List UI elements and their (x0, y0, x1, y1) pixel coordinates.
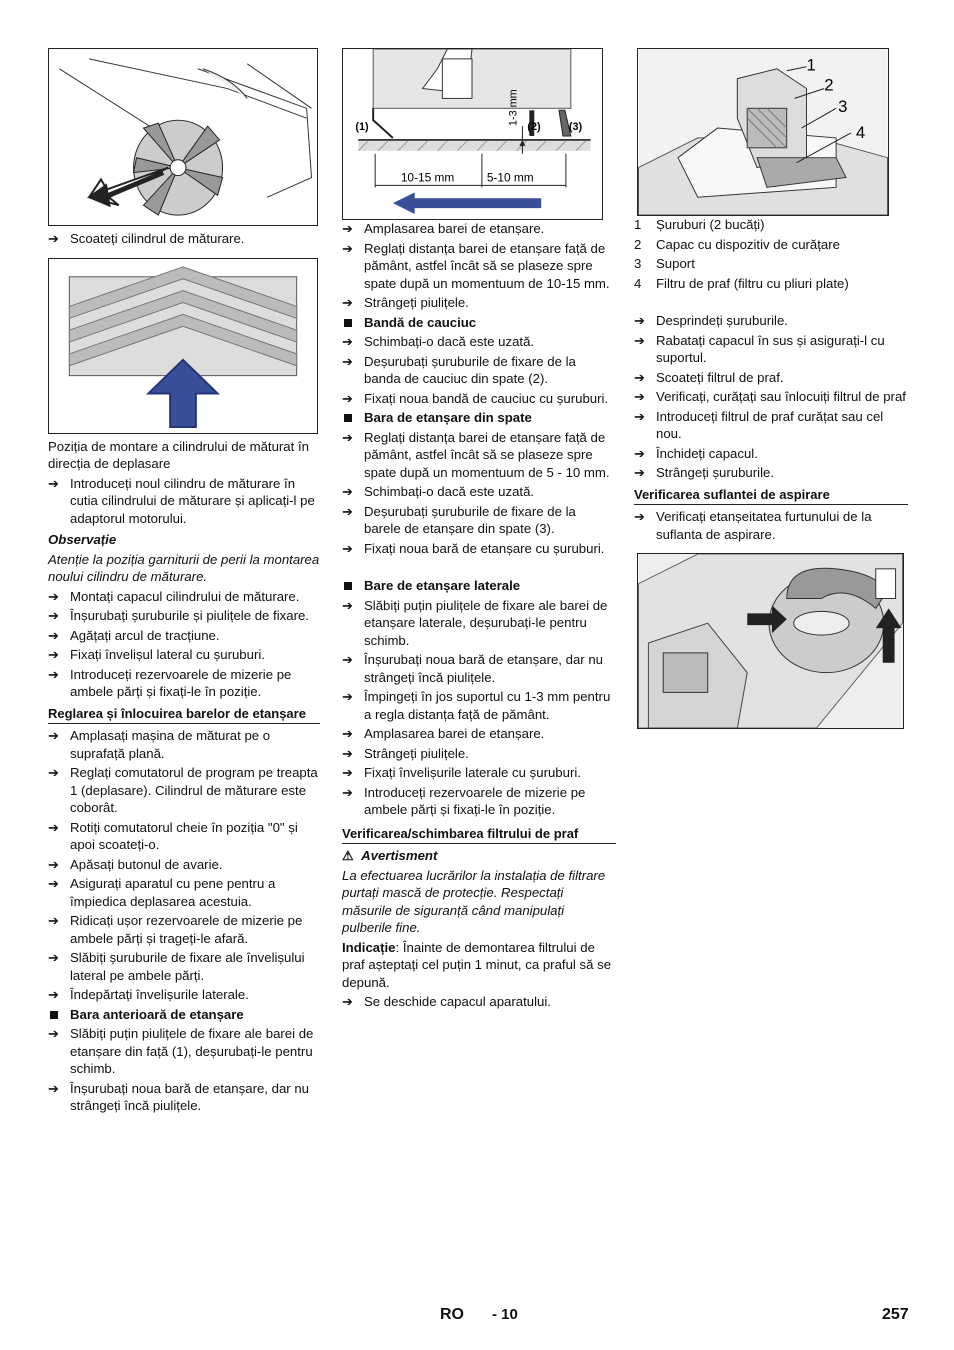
arrow-right-icon: ➔ (634, 369, 645, 385)
sweeping-cylinder-illustration (49, 49, 317, 225)
list-item: ➔ Reglați distanța barei de etanșare față de pământ, astfel încât să se plaseze spre spate după un momentuum de 5 - 10 mm. (342, 429, 610, 480)
list-item: ➔ Introduceți rezervoarele de mizerie pe ambele părți și fixați-le în poziție. (342, 784, 586, 817)
arrow-right-icon: ➔ (48, 856, 59, 872)
list-item: ➔ Amplasarea barei de etanșare. (342, 726, 545, 741)
list-item: ➔ Amplasați mașina de măturat pe o suprafață plană. (48, 728, 271, 761)
list-item: ➔ Înșurubați noua bară de etanșare, dar nu strângeți încă piulițele. (342, 652, 604, 685)
list-item: ➔ Reglați comutatorul de program pe treapta 1 (deplasare). Cilindrul de măturare este coborât. (48, 765, 318, 815)
label-2: (2) (527, 121, 541, 134)
column-3 (634, 48, 908, 729)
list-item: ➔ Fixați învelișul lateral cu șuruburi. (48, 647, 265, 662)
arrow-right-icon: ➔ (48, 608, 59, 623)
list-item: ➔ Scoateți filtrul de praf. (634, 369, 784, 385)
arrow-right-icon: ➔ (48, 1080, 59, 1096)
suction-blower-illustration (638, 554, 903, 728)
list-item: ➔ Împingeți în jos suportul cu 1-3 mm pentru a regla distanța față de pământ. (342, 689, 611, 722)
list-item: ➔ Se deschide capacul aparatului. (342, 994, 551, 1009)
footer-page-number: 257 (882, 1306, 909, 1323)
footer-local-page: - 10 (492, 1306, 518, 1323)
arrow-right-icon: ➔ (634, 313, 645, 328)
list-item: ➔ Ridicați ușor rezervoarele de mizerie pe ambele părți și trageți-le afară. (48, 913, 303, 946)
direction-arrow-icon (393, 192, 541, 214)
dim-b-label: 5-10 mm (486, 170, 534, 185)
footer-language: RO (440, 1306, 464, 1323)
list-item: ➔ Amplasarea barei de etanșare. (342, 221, 545, 236)
arrow-right-icon: ➔ (342, 540, 353, 556)
step-insert-cylinder: ➔ Introduceți noul cilindru de măturare în cutia cilindrului de măturare și aplicați-l pe adaptorul motorului. (48, 475, 315, 526)
legend-item: 1 Șuruburi (2 bucăți) (634, 217, 765, 232)
figure-brush-position (48, 258, 318, 434)
arrow-right-icon: ➔ (48, 876, 59, 891)
arrow-right-icon: ➔ (48, 728, 59, 743)
arrow-right-icon: ➔ (342, 484, 353, 499)
list-item: ➔ Strângeți piulițele. (342, 295, 469, 310)
note-title: Observație (48, 532, 117, 547)
legend-item: 4 Filtru de praf (filtru cu pliuri plate) (634, 275, 849, 291)
column-2 (342, 48, 616, 1013)
arrow-right-icon: ➔ (342, 745, 353, 761)
list-item: ➔ Închideți capacul. (634, 445, 758, 461)
list-item: ➔ Înșurubați noua bară de etanșare, dar nu strângeți încă piulițele. (48, 1080, 310, 1113)
list-item: ➔ Rotiți comutatorul cheie în poziția "0" și apoi scoateți-o. (48, 819, 298, 852)
warning-text: La efectuarea lucrărilor la instalația de filtrare purtați mască de protecție. Respectați măsurile de siguranță când manipulați pulberile fine. (342, 867, 606, 935)
list-item: ➔ Verificați etanșeitatea furtunului de la suflanta de aspirare. (634, 509, 872, 542)
list-item: ➔ Deșurubați șuruburile de fixare de la banda de cauciuc din spate (2). (342, 353, 576, 386)
arrow-right-icon: ➔ (342, 597, 353, 613)
label-1: (1) (355, 121, 369, 134)
list-item: ➔ Agățați arcul de tracțiune. (48, 627, 220, 643)
list-item: ➔ Montați capacul cilindrului de măturare. (48, 588, 300, 604)
arrow-right-icon: ➔ (634, 445, 645, 461)
list-item: ➔ Deșurubați șuruburile de fixare de la barele de etanșare din spate (3). (342, 503, 576, 536)
sealing-bar-dimension-diagram (343, 49, 602, 219)
list-item: ➔ Înșurubați șuruburile și piulițele de fixare. (48, 608, 309, 623)
warning-title: ⚠ Avertisment (342, 848, 438, 863)
list-item: ➔ Introduceți filtrul de praf curățat sau cel nou. (634, 408, 884, 441)
arrow-right-icon: ➔ (342, 652, 353, 667)
callout-4: 4 (855, 122, 866, 142)
list-item: ➔ Rabatați capacul în sus și asigurați-l cu suportul. (634, 332, 885, 365)
section-title-blower: Verificarea suflantei de aspirare (634, 486, 908, 506)
column-1 (48, 48, 320, 1117)
arrow-right-icon: ➔ (342, 295, 353, 310)
label-3: (3) (568, 121, 583, 134)
arrow-right-icon: ➔ (342, 240, 353, 256)
callout-1: 1 (806, 55, 816, 75)
arrow-right-icon: ➔ (48, 987, 59, 1002)
figure-dust-filter (637, 48, 889, 216)
arrow-right-icon: ➔ (48, 666, 59, 682)
brush-chevron-illustration (49, 259, 317, 433)
arrow-right-icon: ➔ (342, 689, 353, 704)
spacer (342, 559, 616, 577)
list-item: ➔ Slăbiți puțin piulițele de fixare ale barei de etanșare din față (1), deșurubați-le pentru schimb. (48, 1026, 314, 1076)
list-item: ➔ Îndepărtați învelișurile laterale. (48, 987, 249, 1002)
dim-a-label: 10-15 mm (400, 170, 455, 185)
list-item: ➔ Desprindeți șuruburile. (634, 313, 788, 328)
arrow-right-icon: ➔ (342, 334, 353, 349)
arrow-right-icon: ➔ (342, 429, 353, 445)
list-item: ➔ Fixați noua bară de etanșare cu șuruburi. (342, 540, 605, 556)
arrow-right-icon: ➔ (342, 353, 353, 369)
list-item: ➔ Schimbați-o dacă este uzată. (342, 334, 535, 349)
note-text: Atenție la poziția garniturii de perii la montarea noului cilindru de măturare. (48, 551, 320, 584)
indication: Indicație: Înainte de demontarea filtrului de praf așteptați cel puțin 1 minut, ca praful să se depună. (342, 939, 612, 990)
arrow-right-icon: ➔ (634, 389, 645, 404)
arrow-right-icon: ➔ (342, 390, 353, 406)
figure-suction-blower (637, 553, 904, 729)
list-item: ➔ Reglați distanța barei de etanșare față de pământ, astfel încât să se plaseze spre spate după un momentuum de 10-15 mm. (342, 240, 610, 291)
legend-item: 2 Capac cu dispozitiv de curățare (634, 236, 840, 252)
list-item: ➔ Asigurați aparatul cu pene pentru a împiedica deplasarea acestuia. (48, 876, 276, 909)
figure-sealing-bar-diagram (342, 48, 603, 220)
caption-cylinder-position: Poziția de montare a cilindrului de măturat în direcția de deplasare (48, 438, 309, 471)
arrow-right-icon: ➔ (342, 221, 353, 236)
callout-2: 2 (824, 75, 834, 95)
list-item: ➔ Schimbați-o dacă este uzată. (342, 484, 535, 499)
figure-sweeping-cylinder-removal (48, 48, 318, 226)
arrow-right-icon: ➔ (48, 588, 59, 604)
warning-icon: ⚠ (342, 848, 354, 863)
arrow-right-icon: ➔ (48, 231, 59, 246)
square-bullet-icon (344, 582, 352, 590)
arrow-right-icon: ➔ (342, 503, 353, 519)
square-bullet-icon (50, 1011, 58, 1019)
subheading-side-bars: Bare de etanșare laterale (342, 577, 616, 595)
arrow-right-icon: ➔ (48, 647, 59, 662)
section-title-sealing-bars: Reglarea și înlocuirea barelor de etanșare (48, 705, 320, 725)
arrow-right-icon: ➔ (342, 765, 353, 780)
arrow-right-icon: ➔ (634, 465, 645, 480)
subheading-rubber-band: Bandă de cauciuc (342, 314, 616, 332)
list-item: ➔ Strângeți șuruburile. (634, 465, 775, 480)
arrow-right-icon: ➔ (48, 913, 59, 928)
list-item: ➔ Fixați noua bandă de cauciuc cu șuruburi. (342, 390, 609, 406)
dust-filter-illustration (638, 49, 888, 215)
square-bullet-icon (344, 414, 352, 422)
dim-gap-label: 1-3 mm (507, 89, 520, 127)
subheading-rear-bar: Bara de etanșare din spate (342, 409, 616, 427)
arrow-right-icon: ➔ (48, 765, 59, 780)
arrow-right-icon: ➔ (634, 332, 645, 348)
list-item: ➔ Slăbiți puțin piulițele de fixare ale barei de etanșare laterale, deșurubați-le pentru schimb. (342, 597, 608, 648)
list-item: ➔ Apăsați butonul de avarie. (48, 856, 223, 872)
list-item: ➔ Fixați învelișurile laterale cu șuruburi. (342, 765, 581, 780)
subheading-front-bar: Bara anterioară de etanșare (48, 1006, 320, 1024)
list-item: ➔ Strângeți piulițele. (342, 745, 469, 761)
square-bullet-icon (344, 319, 352, 327)
section-title-dust-filter: Verificarea/schimbarea filtrului de praf (342, 825, 616, 845)
arrow-right-icon: ➔ (342, 784, 353, 800)
list-item: ➔ Slăbiți șuruburile de fixare ale învelișului lateral pe ambele părți. (48, 950, 305, 983)
callout-3: 3 (838, 97, 848, 117)
step-remove-cylinder: ➔ Scoateți cilindrul de măturare. (48, 231, 245, 246)
arrow-right-icon: ➔ (48, 475, 59, 491)
arrow-right-icon: ➔ (48, 819, 59, 835)
list-item: ➔ Verificați, curățați sau înlocuiți filtrul de praf (634, 389, 906, 404)
arrow-right-icon: ➔ (634, 408, 645, 424)
arrow-right-icon: ➔ (48, 1026, 59, 1041)
list-item: ➔ Introduceți rezervoarele de mizerie pe ambele părți și fixați-le în poziție. (48, 666, 292, 699)
arrow-right-icon: ➔ (48, 950, 59, 965)
arrow-right-icon: ➔ (342, 994, 353, 1009)
arrow-right-icon: ➔ (634, 509, 645, 524)
spacer (634, 294, 908, 312)
arrow-right-icon: ➔ (48, 627, 59, 643)
legend-item: 3 Suport (634, 256, 695, 271)
arrow-right-icon: ➔ (342, 726, 353, 741)
